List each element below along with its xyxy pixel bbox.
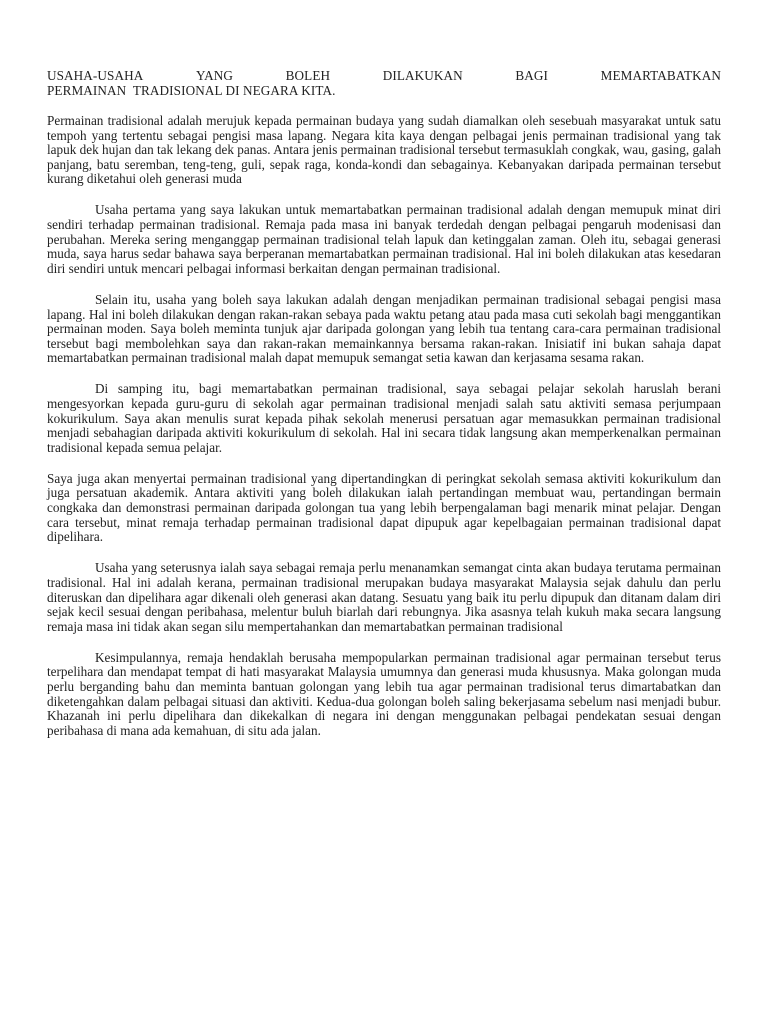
- title-line-1: [47, 68, 721, 83]
- paragraph-intro: Permainan tradisional adalah merujuk kepada permainan budaya yang sudah diamalkan oleh sesebuah masyarakat untuk satu tempoh yang tertentu sebagai pengisi masa lapang. Negara kita kaya dengan pelbagai jenis permainan tradisional yang tak lapuk dek hujan dan tak lekang dek panas. Antara jenis permainan tradisional tersebut termasuklah congkak, wau, gasing, galah panjang, batu seremban, teng-teng, guli, sepak raga, konda-kondi dan sebagainya. Kebanyakan daripada permainan tersebut kurang diketahui oleh generasi muda: [47, 113, 721, 187]
- title-word: YANG: [195, 68, 234, 83]
- title-word: MEMARTABATKAN: [600, 68, 721, 83]
- paragraph-conclusion: Kesimpulannya, remaja hendaklah berusaha mempopularkan permainan tradisional agar permainan tersebut terus terpelihara dan mendapat tempat di hati masyarakat Malaysia umumnya dan generasi muda khususnya. Maka golongan muda perlu berganding bahu dan meminta bantuan golongan yang lebih tua agar permainan tradisional terus dimartabatkan dan diketengahkan dalam pelbagai situasi dan aktiviti. Kedua-dua golongan boleh saling bekerjasama sebelum nasi menjadi bubur. Khazanah ini perlu dipelihara dan dikekalkan di negara ini dengan menggunakan pelbagai pendekatan sesuai dengan peribahasa di mana ada kemahuan, di situ ada jalan.: [47, 649, 721, 738]
- title-word: DILAKUKAN: [382, 68, 463, 83]
- title-word: BOLEH: [285, 68, 331, 83]
- paragraph-fifth-effort: Usaha yang seterusnya ialah saya sebagai remaja perlu menanamkan semangat cinta akan budaya terutama permainan tradisional. Hal ini adalah kerana, permainan tradisional merupakan budaya masyarakat Malaysia sejak dahulu dan perlu diteruskan dan dipelihara agar dikenali oleh generasi akan datang. Sesuatu yang baik itu perlu dipupuk dan ditanam dalam diri sejak kecil sesuai dengan peribahasa, melentur buluh biarlah dari rebungnya. Jika asasnya telah kukuh maka secara langsung remaja masa ini tidak akan segan silu mempertahankan dan memartabatkan permainan tradisional: [47, 560, 721, 634]
- paragraph-fourth-effort: Saya juga akan menyertai permainan tradisional yang dipertandingkan di peringkat sekolah semasa aktiviti kokurikulum dan juga persatuan akademik. Antara aktiviti yang boleh dilakukan ialah pertandingan membuat wau, pertandingan bermain congkaka dan demonstrasi permainan daripada golongan tua yang lebih berpengalaman bagi menarik minat pelajar. Dengan cara tersebut, minat remaja terhadap permainan tradisional dapat dipupuk agar kepelbagaian permainan tradisional dapat dipelihara.: [47, 470, 721, 545]
- paragraph-first-effort: Usaha pertama yang saya lakukan untuk memartabatkan permainan tradisional adalah dengan memupuk minat diri sendiri terhadap permainan tradisional. Remaja pada masa ini banyak terdedah dengan pelbagai pengaruh modenisasi dan perubahan. Mereka sering menganggap permainan tradisional telah lapuk dan ketinggalan zaman. Oleh itu, sebagai generasi muda, saya harus sedar bahawa saya berperanan memartabatkan permainan tradisional. Hal ini boleh dilakukan atas kesedaran diri sendiri untuk mencari pelbagai informasi berkaitan dengan permainan tradisional.: [47, 202, 721, 276]
- paragraph-second-effort: Selain itu, usaha yang boleh saya lakukan adalah dengan menjadikan permainan tradisional sebagai pengisi masa lapang. Hal ini boleh dilakukan dengan rakan-rakan sebaya pada waktu petang atau pada masa cuti sekolah bagi menggantikan permainan moden. Saya boleh meminta tunjuk ajar daripada golongan yang lebih tua tentang cara-cara permainan tradisional tersebut bagi membolehkan saya dan rakan-rakan memainkannya bersama rakan-rakan. Inisiatif ini bukan sahaja dapat memartabatkan permainan tradisional malah dapat memupuk semangat setia kawan dan kerjasama sesama rakan.: [47, 291, 721, 366]
- document-title: [47, 68, 721, 98]
- title-word: BAGI: [515, 68, 549, 83]
- title-line-2: PERMAINAN TRADISIONAL DI NEGARA KITA.: [47, 83, 336, 98]
- title-word: USAHA-USAHA: [47, 68, 144, 83]
- document-page: [47, 68, 721, 755]
- paragraph-third-effort: Di samping itu, bagi memartabatkan permainan tradisional, saya sebagai pelajar sekolah haruslah berani mengesyorkan kepada guru-guru di sekolah agar permainan tradisional menjadi salah satu aktiviti semasa perjumpaan kokurikulum. Saya akan menulis surat kepada pihak sekolah menerusi persatuan agar memasukkan permainan tradisional menjadi sebahagian daripada aktiviti kokurikulum di sekolah. Hal ini secara tidak langsung akan memperkenalkan permainan tradisional kepada semua pelajar.: [47, 381, 721, 455]
